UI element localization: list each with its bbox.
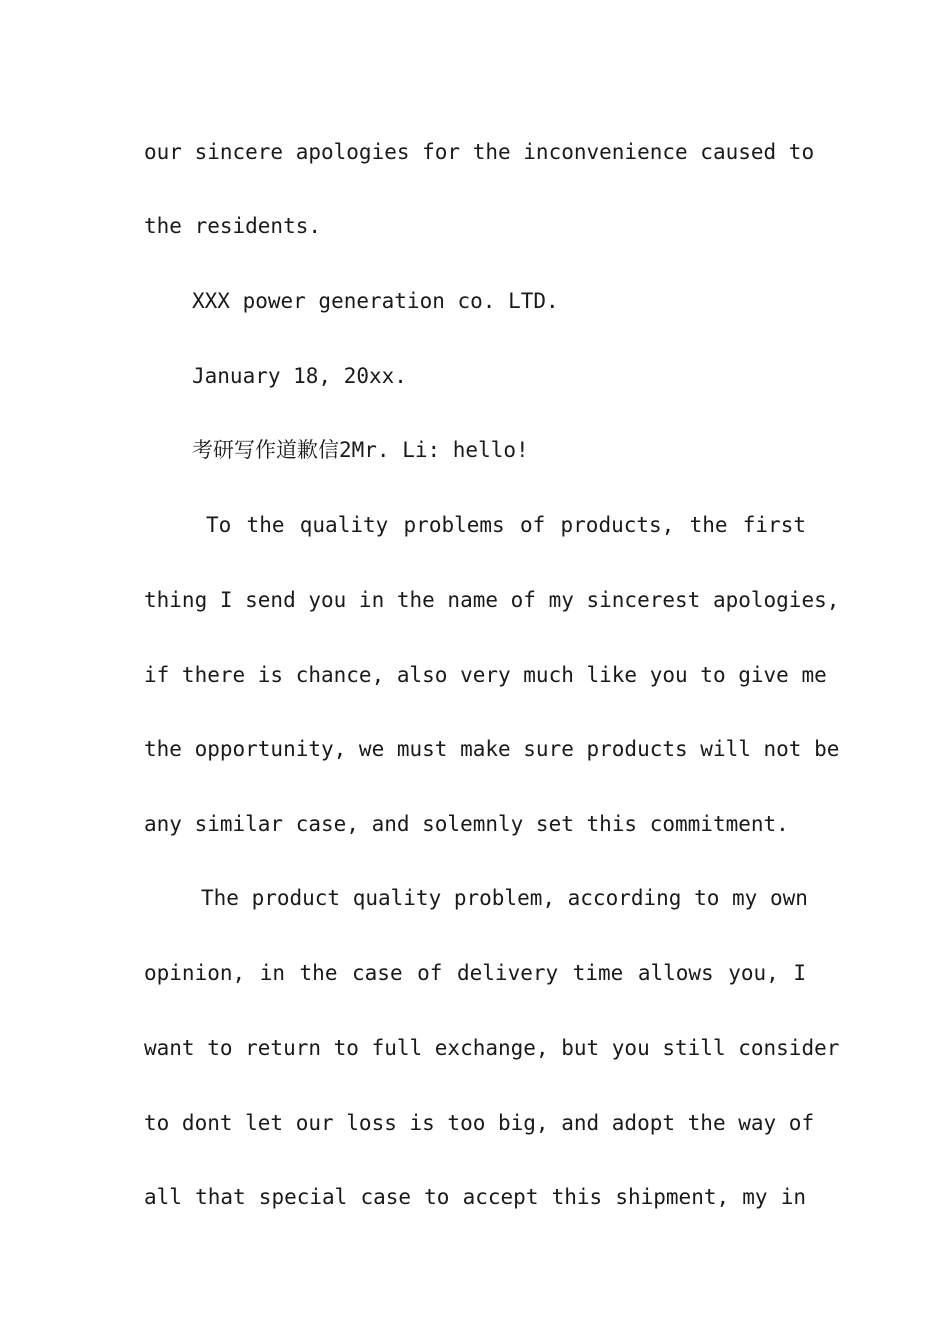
letter-heading: 考研写作道歉信2Mr. Li: hello! [192, 438, 529, 462]
text-line: want to return to full exchange, but you still consider [144, 1036, 840, 1060]
text-line: To the quality problems of products, the first [206, 513, 806, 537]
text-line: our sincere apologies for the inconvenience caused to [144, 140, 815, 164]
text-line: any similar case, and solemnly set this commitment. [144, 812, 789, 836]
letter-date: January 18, 20xx. [192, 364, 407, 388]
text-line: opinion, in the case of delivery time allows you, I [144, 961, 806, 985]
text-line: The product quality problem, according to my own [201, 886, 808, 910]
text-line: the residents. [144, 214, 322, 238]
text-line: the opportunity, we must make sure products will not be [144, 737, 840, 761]
text-line: all that special case to accept this shipment, my in [144, 1185, 806, 1209]
text-line: if there is chance, also very much like you to give me [144, 663, 827, 687]
sender-company: XXX power generation co. LTD. [192, 289, 559, 313]
text-line: thing I send you in the name of my sincerest apologies, [144, 588, 840, 612]
text-line: to dont let our loss is too big, and adopt the way of [144, 1111, 815, 1135]
